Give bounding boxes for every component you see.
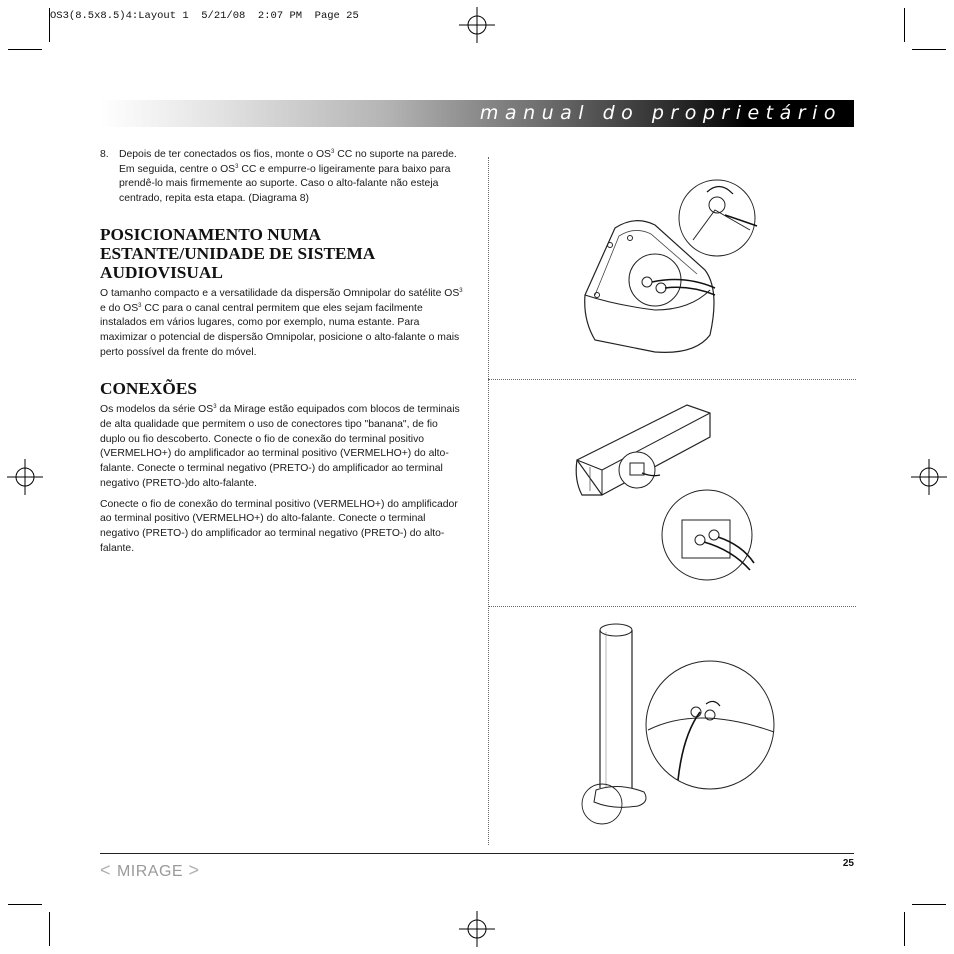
mirage-logo (100, 860, 200, 881)
superscript: 3 (459, 287, 463, 294)
crop-mark (912, 49, 946, 50)
paragraph-part: O tamanho compacto e a versatilidade da dispersão Omnipolar do satélite OS (100, 287, 460, 299)
logo-wordmark: MIRAGE (116, 863, 184, 880)
logo-chevron-left: < (100, 860, 112, 880)
positioning-heading: POSICIONAMENTO NUMA ESTANTE/UNIDADE DE SISTEMA AUDIOVISUAL (100, 224, 375, 282)
center-speaker-diagram (572, 395, 772, 585)
step-text-part: CC e empurre-o ligeiramente para baixo para prendê-lo mais firmemente ao suporte. Caso o alto-falante não esteja centrado, repita esta etapa. (Diagrama 8) (119, 163, 451, 205)
text-column (100, 148, 466, 556)
superscript: 3 (213, 404, 217, 411)
wall-mount-diagram (575, 170, 765, 370)
step-text-part: Depois de ter conectados os fios, monte o OS (119, 149, 331, 160)
paragraph-part: e do OS (100, 302, 139, 314)
crop-mark (912, 904, 946, 905)
superscript: 3 (330, 149, 335, 155)
diagram-divider (488, 606, 856, 607)
registration-mark-icon (911, 459, 947, 495)
crop-mark (49, 8, 50, 42)
banner-title: manual do proprietário (479, 102, 842, 124)
connections-paragraph-1 (100, 403, 466, 491)
registration-mark-icon (459, 911, 495, 947)
step-text-part: CC no suporte na parede. Em seguida, centre o OS (119, 149, 457, 175)
paragraph-part: Os modelos da série OS (100, 404, 214, 416)
crop-mark (904, 912, 905, 946)
crop-mark (49, 912, 50, 946)
positioning-paragraph (100, 287, 466, 361)
crop-mark (904, 8, 905, 42)
registration-mark-icon (7, 459, 43, 495)
header-banner (100, 100, 854, 127)
step-number: 8. (100, 149, 109, 160)
connections-paragraph-2: Conecte o fio de conexão do terminal positivo (VERMELHO+) do amplificador ao terminal positivo (VERMELHO+) do alto-falante. Conecte o terminal negativo (PRETO-) do amplificador ao terminal negativo (PRETO-) do alto-falante. (100, 498, 458, 554)
step-8 (100, 148, 466, 207)
crop-mark (8, 904, 42, 905)
connections-heading: CONEXÕES (100, 379, 197, 399)
step-text (119, 148, 466, 207)
superscript: 3 (138, 302, 142, 309)
diagram-divider (488, 379, 856, 380)
column-divider (488, 157, 489, 845)
page-number: 25 (842, 858, 854, 869)
registration-mark-icon (459, 7, 495, 43)
footer-rule (100, 853, 854, 854)
tower-speaker-diagram (578, 620, 778, 830)
crop-mark (8, 49, 42, 50)
logo-chevron-right: > (188, 860, 201, 880)
paragraph-part: da Mirage estão equipados com blocos de terminais de alta qualidade que permitem o uso de conectores tipo "banana", de fio duplo ou fio descoberto. Conecte o fio de conexão do terminal positivo (VERMELHO+) do amplificador ao terminal positivo (VERMELHO+) do alto-falante. Conecte o terminal negativo (PRETO-) do amplificador ao terminal negativo (PRETO-)do alto-falante. (100, 404, 460, 489)
paragraph-part: CC para o canal central permitem que eles sejam facilmente instalados em vários lugares, como por exemplo, numa estante. Para maximizar o potencial de dispersão Omnipolar, posicione o alto-falante o mais perto possível da frente do móvel. (100, 302, 460, 358)
print-slug: OS3(8.5x8.5)4:Layout 1 5/21/08 2:07 PM Page 25 (50, 10, 359, 22)
superscript: 3 (235, 163, 239, 170)
